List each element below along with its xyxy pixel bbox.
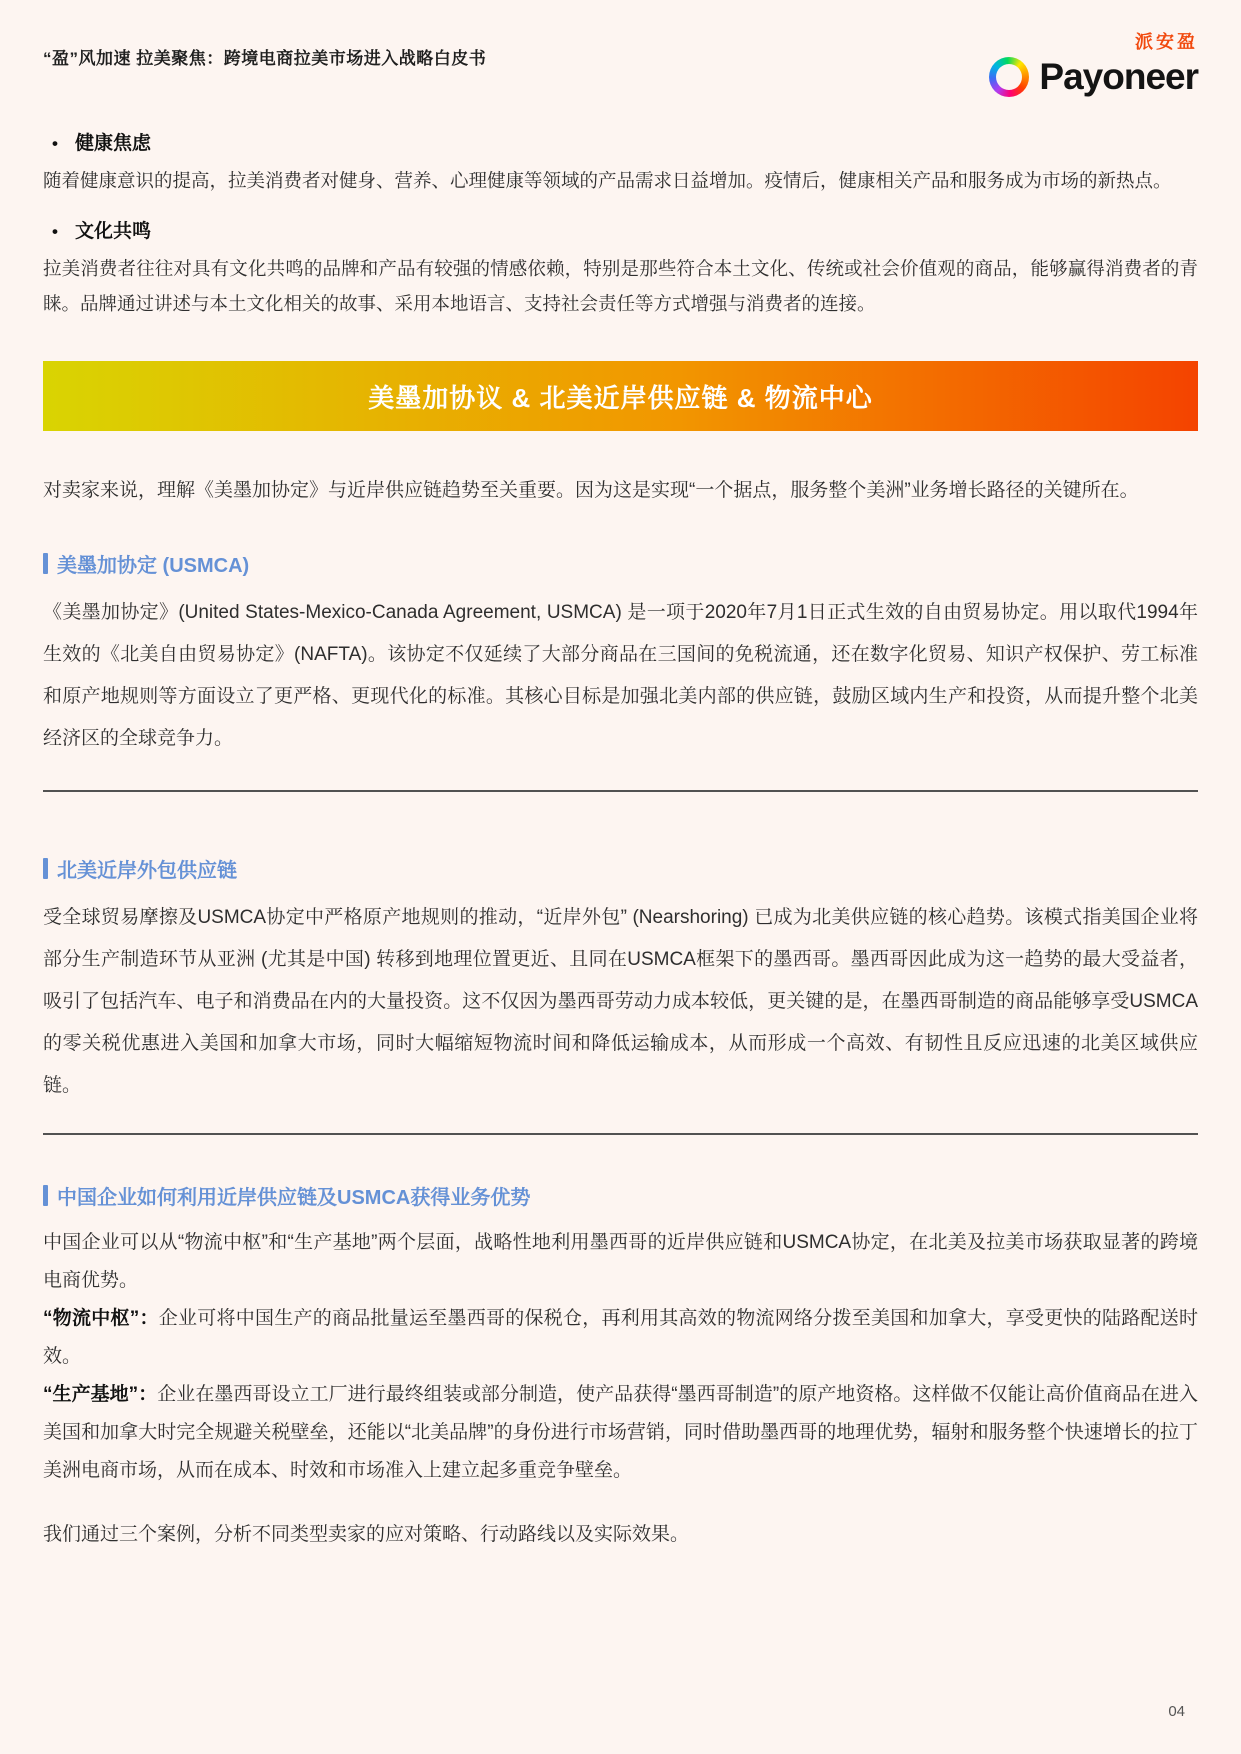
payoneer-ring-icon: [989, 57, 1029, 97]
payoneer-logo: [989, 28, 1198, 98]
body-paragraph: 拉美消费者往往对具有文化共鸣的品牌和产品有较强的情感依赖，特别是那些符合本土文化、传统或社会价值观的商品，能够赢得消费者的青睐。品牌通过讲述与本土文化相关的故事、采用本地语言、支持社会责任等方式增强与消费者的连接。: [43, 258, 1198, 314]
section-heading-text: 美墨加协定 (USMCA): [57, 555, 250, 577]
section-heading: [43, 1181, 1198, 1210]
section-heading-text: 中国企业如何利用近岸供应链及USMCA获得业务优势: [57, 1187, 531, 1209]
body-paragraph: 中国企业可以从“物流中枢”和“生产基地”两个层面，战略性地利用墨西哥的近岸供应链和USMCA协定，在北美及拉美市场获取显著的跨境电商优势。: [43, 1232, 1198, 1291]
bullet-item-health: [43, 128, 1198, 198]
bullet-title-text: 健康焦虑: [74, 133, 151, 154]
strategy-body: 企业可将中国生产的商品批量运至墨西哥的保税仓，再利用其高效的物流网络分拨至美国和加拿大，享受更快的陆路配送时效。: [43, 1308, 1198, 1367]
section-divider: [43, 1133, 1198, 1135]
bullet-title-text: 文化共鸣: [74, 221, 151, 242]
document-title: “盈”风加速 拉美聚焦：跨境电商拉美市场进入战略白皮书: [43, 49, 487, 68]
strategy-body: 企业在墨西哥设立工厂进行最终组装或部分制造，使产品获得“墨西哥制造”的原产地资格。这样做不仅能让高价值商品在进入美国和加拿大时完全规避关税壁垒，还能以“北美品牌”的身份进行市场营销，同时借助墨西哥的地理优势，辐射和服务整个快速增长的拉丁美洲电商市场，从而在成本、时效和市场准入上建立起多重竞争壁垒。: [43, 1384, 1198, 1481]
heading-bar-icon: [43, 858, 48, 879]
bullet-title: [43, 216, 1198, 243]
strategy-term: “生产基地”：: [43, 1384, 158, 1405]
bullet-icon: •: [52, 134, 58, 153]
chapter-banner: [43, 361, 1198, 431]
section-heading-text: 北美近岸外包供应链: [57, 860, 237, 882]
section-divider: [43, 790, 1198, 792]
bullet-title: [43, 128, 1198, 155]
consumer-trend-bullets: [43, 128, 1198, 321]
closing-paragraph: 我们通过三个案例，分析不同类型卖家的应对策略、行动路线以及实际效果。: [43, 1524, 690, 1545]
page-number: 04: [1168, 1703, 1185, 1720]
section-heading: [43, 549, 1198, 578]
payoneer-wordmark: Payoneer: [1039, 56, 1198, 97]
section-usmca: [43, 549, 1198, 760]
bullet-item-culture: [43, 216, 1198, 321]
body-paragraph: 随着健康意识的提高，拉美消费者对健身、营养、心理健康等领域的产品需求日益增加。疫情后，健康相关产品和服务成为市场的新热点。: [43, 170, 1172, 191]
page-header: [43, 28, 1198, 98]
body-paragraph: 受全球贸易摩擦及USMCA协定中严格原产地规则的推动，“近岸外包” (Nearshoring) 已成为北美供应链的核心趋势。该模式指美国企业将部分生产制造环节从亚洲 (尤其是中国) 转移到地理位置更近、且同在USMCA框架下的墨西哥。墨西哥因此成为这一趋势的最大受益者，吸引了包括汽车、电子和消费品在内的大量投资。这不仅因为墨西哥劳动力成本较低，更关键的是，在墨西哥制造的商品能够享受USMCA的零关税优惠进入美国和加拿大市场，同时大幅缩短物流时间和降低运输成本，从而形成一个高效、有韧性且反应迅速的北美区域供应链。: [43, 907, 1198, 1096]
strategy-item-logistics-hub: [43, 1300, 1198, 1376]
payoneer-logo-row: [989, 56, 1198, 98]
section-heading: [43, 854, 1198, 883]
section-nearshoring: [43, 854, 1198, 1107]
strategy-term: “物流中枢”：: [43, 1308, 159, 1329]
payoneer-chinese-name: 派安盈: [1135, 32, 1198, 52]
heading-bar-icon: [43, 1185, 48, 1206]
chapter-banner-title: 美墨加协议 & 北美近岸供应链 & 物流中心: [368, 382, 873, 413]
strategy-item-production-base: [43, 1376, 1198, 1490]
chapter-intro-paragraph: 对卖家来说，理解《美墨加协定》与近岸供应链趋势至关重要。因为这是实现“一个据点，服务整个美洲”业务增长路径的关键所在。: [43, 480, 1139, 501]
body-paragraph: 《美墨加协定》(United States-Mexico-Canada Agreement, USMCA) 是一项于2020年7月1日正式生效的自由贸易协定。用以取代1994年生效的《北美自由贸易协定》(NAFTA)。该协定不仅延续了大部分商品在三国间的免税流通，还在数字化贸易、知识产权保护、劳工标准和原产地规则等方面设立了更严格、更现代化的标准。其核心目标是加强北美内部的供应链，鼓励区域内生产和投资，从而提升整个北美经济区的全球竞争力。: [43, 602, 1198, 749]
section-china-strategy: [43, 1181, 1198, 1554]
heading-bar-icon: [43, 553, 48, 574]
bullet-icon: •: [52, 222, 58, 241]
